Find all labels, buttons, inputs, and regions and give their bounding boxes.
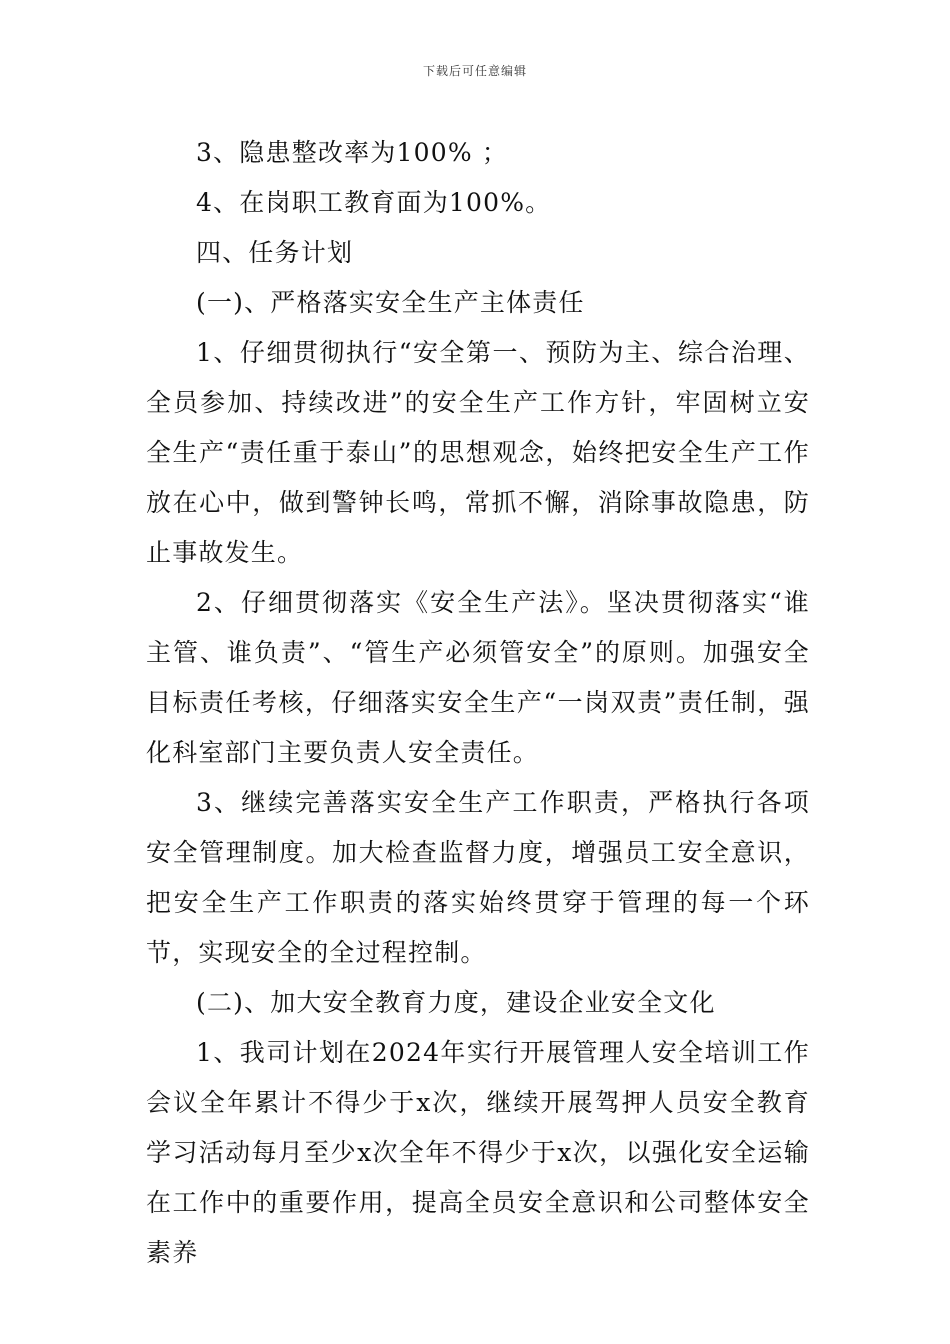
paragraph-education-coverage: 4、在岗职工教育面为100%。 bbox=[196, 188, 552, 217]
paragraph-rectification-rate: 3、隐患整改率为100% ； bbox=[196, 138, 509, 167]
paragraph-education-item-1: 1、我司计划在2024年实行开展管理人安全培训工作会议全年累计不得少于x次，继续开展驾押人员安全教育学习活动每月至少x次全年不得少于x次，以强化安全运输在工作中的重要作用，提高全员安全意识和公司整体安全素养 bbox=[146, 1038, 810, 1267]
subsection-heading-responsibility: (一)、严格落实安全生产主体责任 bbox=[196, 288, 585, 317]
document-body bbox=[146, 128, 810, 1278]
subsection-heading-education: (二)、加大安全教育力度，建设企业安全文化 bbox=[196, 988, 716, 1017]
section-heading-task-plan: 四、任务计划 bbox=[196, 238, 354, 267]
paragraph-item-1: 1、仔细贯彻执行“安全第一、预防为主、综合治理、全员参加、持续改进”的安全生产工作方针，牢固树立安全生产“责任重于泰山”的思想观念，始终把安全生产工作放在心中，做到警钟长鸣，常抓不懈，消除事故隐患，防止事故发生。 bbox=[146, 338, 810, 567]
paragraph-item-3: 3、继续完善落实安全生产工作职责，严格执行各项安全管理制度。加大检查监督力度，增强员工安全意识，把安全生产工作职责的落实始终贯穿于管理的每一个环节，实现安全的全过程控制。 bbox=[146, 788, 810, 967]
paragraph-item-2: 2、仔细贯彻落实《安全生产法》。坚决贯彻落实“谁主管、谁负责”、“管生产必须管安全”的原则。加强安全目标责任考核，仔细落实安全生产“一岗双责”责任制，强化科室部门主要负责人安全责任。 bbox=[146, 588, 810, 767]
page-header: 下载后可任意编辑 bbox=[422, 64, 527, 78]
